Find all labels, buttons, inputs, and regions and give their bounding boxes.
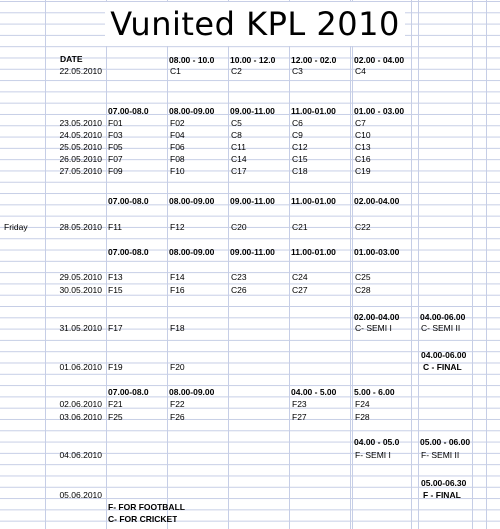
match-cell[interactable]: C1 [170, 66, 181, 76]
match-cell[interactable]: C23 [231, 272, 247, 282]
match-cell[interactable]: F14 [170, 272, 185, 282]
legend-cricket[interactable]: C- FOR CRICKET [108, 514, 178, 524]
match-cell[interactable]: F03 [108, 130, 123, 140]
date-cell[interactable]: 26.05.2010 [59, 154, 102, 164]
time-header[interactable]: 5.00 - 6.00 [354, 387, 395, 397]
match-cell[interactable]: C24 [292, 272, 308, 282]
time-header[interactable]: 07.00-08.0 [108, 247, 149, 257]
time-header[interactable]: 04.00-06.00 [421, 350, 467, 360]
match-cell[interactable]: C25 [355, 272, 371, 282]
match-cell[interactable]: C3 [292, 66, 303, 76]
time-header[interactable]: 02.00-04.00 [354, 196, 400, 206]
match-cell[interactable]: C21 [292, 222, 308, 232]
match-cell[interactable]: F07 [108, 154, 123, 164]
time-header[interactable]: 11.00-01.00 [291, 106, 336, 116]
match-cell[interactable]: F28 [355, 412, 370, 422]
match-cell[interactable]: F25 [108, 412, 123, 422]
column-line [228, 0, 229, 529]
column-line [106, 0, 107, 529]
match-cell[interactable]: C11 [231, 142, 246, 152]
match-cell[interactable]: C15 [292, 154, 308, 164]
time-header[interactable]: 11.00-01.00 [291, 196, 336, 206]
match-cell[interactable]: F11 [108, 222, 123, 232]
match-cell[interactable]: C - FINAL [423, 362, 462, 372]
time-header[interactable]: 09.00-11.00 [230, 247, 275, 257]
time-header[interactable]: 05.00-06.30 [421, 478, 467, 488]
date-cell[interactable]: 31.05.2010 [59, 323, 102, 333]
match-cell[interactable]: F09 [108, 166, 123, 176]
time-header[interactable]: 08.00 - 10.0 [169, 55, 215, 65]
match-cell[interactable]: C- SEMI II [421, 323, 461, 333]
match-cell[interactable]: F26 [170, 412, 185, 422]
time-header[interactable]: 07.00-08.0 [108, 387, 149, 397]
match-cell[interactable]: F24 [355, 399, 370, 409]
time-header[interactable]: 02.00 - 04.00 [354, 55, 405, 65]
time-header[interactable]: 07.00-08.0 [108, 106, 149, 116]
match-cell[interactable]: C5 [231, 118, 242, 128]
match-cell[interactable]: C10 [355, 130, 371, 140]
match-cell[interactable]: C8 [231, 130, 242, 140]
match-cell[interactable]: C27 [292, 285, 308, 295]
time-header[interactable]: 11.00-01.00 [291, 247, 336, 257]
match-cell[interactable]: F04 [170, 130, 185, 140]
date-cell[interactable]: 22.05.2010 [59, 66, 102, 76]
time-header[interactable]: 09.00-11.00 [230, 106, 275, 116]
match-cell[interactable]: C14 [231, 154, 247, 164]
match-cell[interactable]: F08 [170, 154, 185, 164]
date-cell[interactable]: 04.06.2010 [59, 450, 102, 460]
time-header[interactable]: 12.00 - 02.0 [291, 55, 337, 65]
time-header[interactable]: 01.00 - 03.00 [354, 106, 405, 116]
match-cell[interactable]: F21 [108, 399, 123, 409]
match-cell[interactable]: C16 [355, 154, 371, 164]
match-cell[interactable]: C22 [355, 222, 371, 232]
day-cell[interactable]: Friday [4, 222, 28, 232]
match-cell[interactable]: F19 [108, 362, 123, 372]
match-cell[interactable]: F06 [170, 142, 185, 152]
time-header[interactable]: 04.00 - 5.00 [291, 387, 337, 397]
date-cell[interactable]: 01.06.2010 [59, 362, 102, 372]
time-header[interactable]: 04.00 - 05.0 [354, 437, 400, 447]
match-cell[interactable]: C13 [355, 142, 371, 152]
time-header[interactable]: 05.00 - 06.00 [420, 437, 471, 447]
date-cell[interactable]: 27.05.2010 [59, 166, 102, 176]
date-cell[interactable]: 24.05.2010 [59, 130, 102, 140]
legend-football[interactable]: F- FOR FOOTBALL [108, 502, 185, 512]
date-cell[interactable]: 30.05.2010 [59, 285, 102, 295]
match-cell[interactable]: F13 [108, 272, 123, 282]
match-cell[interactable]: C9 [292, 130, 303, 140]
time-header[interactable]: 01.00-03.00 [354, 247, 400, 257]
time-header[interactable]: 07.00-08.0 [108, 196, 149, 206]
match-cell[interactable]: F22 [170, 399, 185, 409]
match-cell[interactable]: F20 [170, 362, 185, 372]
time-header[interactable]: 02.00-04.00 [354, 312, 400, 322]
time-header[interactable]: 10.00 - 12.0 [230, 55, 276, 65]
match-cell[interactable]: F01 [108, 118, 123, 128]
match-cell[interactable]: F10 [170, 166, 185, 176]
sheet-title: Vunited KPL 2010 [105, 2, 405, 46]
match-cell[interactable]: F17 [108, 323, 123, 333]
column-line [167, 0, 168, 529]
match-cell[interactable]: F23 [292, 399, 307, 409]
match-cell[interactable]: C18 [292, 166, 308, 176]
date-cell[interactable]: 29.05.2010 [59, 272, 102, 282]
match-cell[interactable]: C- SEMI I [355, 323, 392, 333]
time-header[interactable]: 08.00-09.00 [169, 247, 215, 257]
match-cell[interactable]: C6 [292, 118, 303, 128]
match-cell[interactable]: C28 [355, 285, 371, 295]
column-line [352, 0, 353, 529]
date-cell[interactable]: 05.06.2010 [59, 490, 102, 500]
match-cell[interactable]: C4 [355, 66, 366, 76]
time-header[interactable]: 08.00-09.00 [169, 196, 215, 206]
match-cell[interactable]: F16 [170, 285, 185, 295]
match-cell[interactable]: F05 [108, 142, 123, 152]
date-header[interactable]: DATE [60, 54, 83, 64]
match-cell[interactable]: C20 [231, 222, 247, 232]
match-cell[interactable]: F02 [170, 118, 185, 128]
match-cell[interactable]: C17 [231, 166, 247, 176]
match-cell[interactable]: C19 [355, 166, 371, 176]
match-cell[interactable]: F12 [170, 222, 185, 232]
time-header[interactable]: 09.00-11.00 [230, 196, 275, 206]
match-cell[interactable]: C7 [355, 118, 366, 128]
match-cell[interactable]: F18 [170, 323, 185, 333]
date-cell[interactable]: 28.05.2010 [59, 222, 102, 232]
match-cell[interactable]: F- SEMI I [355, 450, 391, 460]
time-header[interactable]: 04.00-06.00 [420, 312, 466, 322]
match-cell[interactable]: F15 [108, 285, 123, 295]
match-cell[interactable]: F27 [292, 412, 307, 422]
match-cell[interactable]: F- SEMI II [421, 450, 460, 460]
time-header[interactable]: 08.00-09.00 [169, 106, 215, 116]
column-line [486, 0, 487, 529]
date-cell[interactable]: 03.06.2010 [59, 412, 102, 422]
date-cell[interactable]: 23.05.2010 [59, 118, 102, 128]
date-cell[interactable]: 02.06.2010 [59, 399, 102, 409]
column-line [289, 0, 290, 529]
match-cell[interactable]: C26 [231, 285, 247, 295]
date-cell[interactable]: 25.05.2010 [59, 142, 102, 152]
match-cell[interactable]: C2 [231, 66, 242, 76]
column-line [418, 0, 419, 529]
match-cell[interactable]: C12 [292, 142, 308, 152]
match-cell[interactable]: F - FINAL [423, 490, 461, 500]
time-header[interactable]: 08.00-09.00 [169, 387, 215, 397]
